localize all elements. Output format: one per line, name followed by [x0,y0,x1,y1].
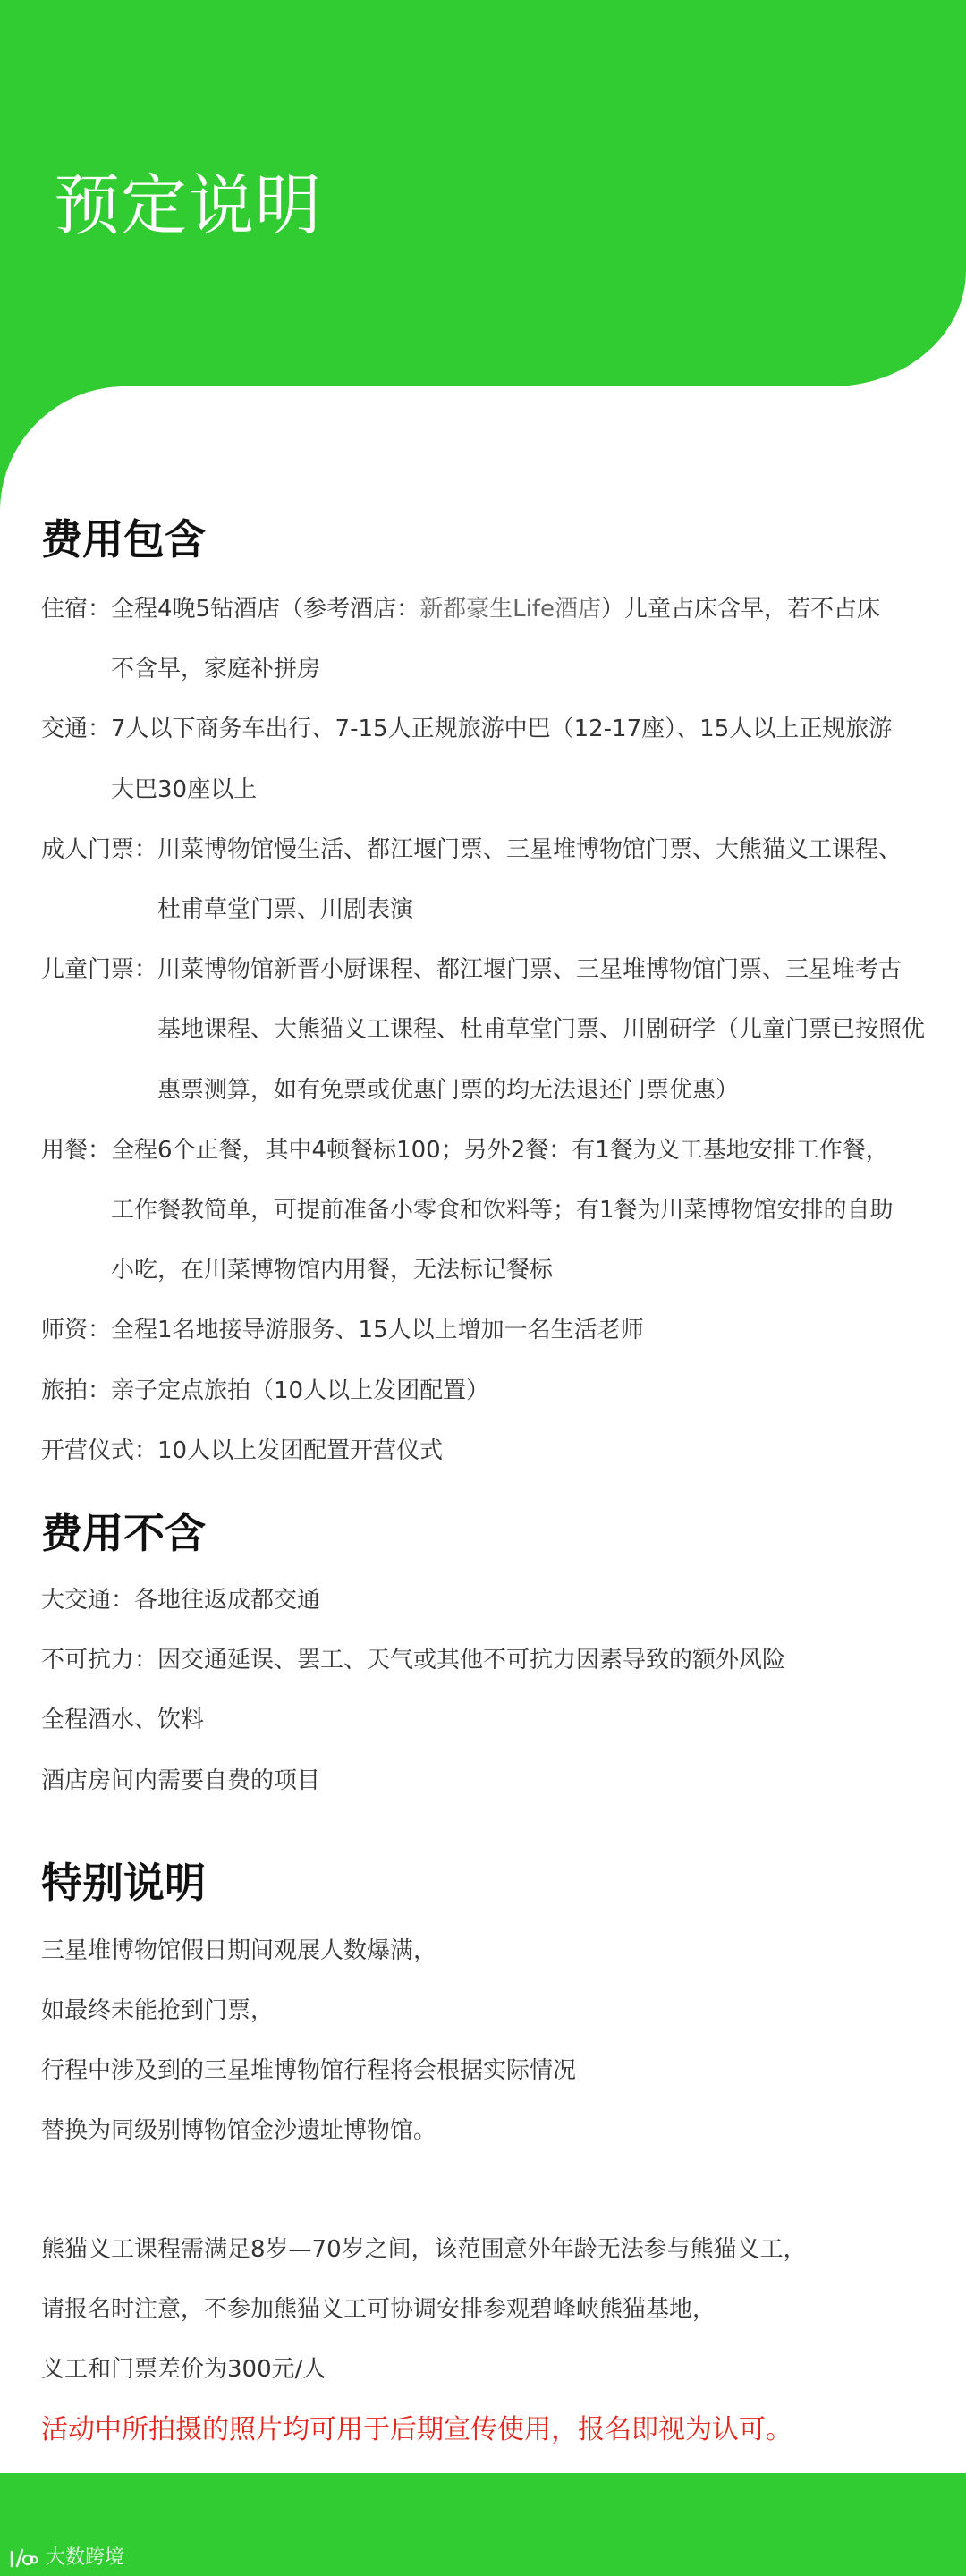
list-item-adult-tickets [41,820,953,940]
item-text [157,820,953,940]
notes-paragraph-panda [41,2220,953,2461]
list-item-meals [41,1121,953,1301]
section-special-notes [41,1847,953,2461]
item-text-line: 基地课程、大熊猫义工课程、杜甫草堂门票、川剧研学（儿童门票已按照优 [157,1016,926,1044]
watermark-text: 大数跨境 [46,2546,125,2569]
item-text [157,1421,953,1481]
list-item-lodging [41,580,953,699]
item-label: 不可抗力： [41,1647,158,1674]
photo-usage-notice: 活动中所拍摄的照片均可用于后期宣传使用，报名即视为认可。 [41,2414,792,2446]
item-label: 用餐： [41,1136,112,1164]
item-text-line: 不含早，家庭补拼房 [111,656,321,683]
footer-band [0,2473,966,2576]
page-title: 预定说明 [54,167,322,244]
item-label: 开营仪式： [41,1436,158,1464]
line-segment: ）儿童占床含早，若不占床 [600,596,880,623]
item-label: 成人门票： [41,835,158,863]
list-item-hotel-extras [41,1751,953,1811]
item-text-line: 川菜博物馆新晋小厨课程、都江堰门票、三星堆博物馆门票、三星堆考古 [157,956,902,984]
item-text-line: 全程6个正餐，其中4顿餐标100；另外2餐：有1餐为义工基地安排工作餐， [111,1136,889,1164]
item-text-line: 大巴30座以上 [111,775,258,803]
section-heading: 费用包含 [41,515,206,564]
item-text [41,1690,953,1750]
item-text [111,580,953,699]
item-text-line: 惠票测算，如有免票或优惠门票的均无法退还门票优惠） [157,1076,740,1104]
note-line: 行程中涉及到的三星堆博物馆行程将会根据实际情况 [41,2057,577,2085]
note-line: 替换为同级别博物馆金沙遗址博物馆。 [41,2117,437,2145]
booking-info [41,504,953,2460]
item-label: 师资： [41,1317,112,1344]
item-text-line: 10人以上发团配置开营仪式 [157,1436,444,1464]
section-fees-included [41,504,953,1481]
item-text-line: 因交通延误、罢工、天气或其他不可抗力因素导致的额外风险 [157,1647,786,1674]
section-heading: 特别说明 [41,1858,206,1907]
item-text-line: 亲子定点旅拍（10人以上发团配置） [111,1377,490,1404]
watermark [8,2546,124,2571]
item-text [157,940,953,1121]
item-text-line: 7人以下商务车出行、7-15人正规旅游中巴（12-17座）、15人以上正规旅游 [111,716,893,743]
section-fees-excluded [41,1497,953,1811]
list-item-opening-ceremony [41,1421,953,1481]
item-text-line [111,580,953,640]
list-item-force-majeure [41,1631,953,1690]
brand-logo-icon [8,2546,38,2570]
section-heading: 费用不含 [41,1509,206,1558]
item-label: 大交通： [41,1587,135,1614]
item-text-line: 工作餐教简单，可提前准备小零食和饮料等；有1餐为川菜博物馆安排的自助 [111,1197,894,1224]
note-line: 如最终未能抢到门票， [41,1997,275,2025]
note-line: 请报名时注意，不参加熊猫义工可协调安排参观碧峰峡熊猫基地， [41,2295,716,2323]
list-item-drinks [41,1690,953,1750]
item-text-line: 酒店房间内需要自费的项目 [41,1767,321,1794]
item-text-line: 小吃，在川菜博物馆内用餐，无法标记餐标 [111,1257,554,1284]
item-text [111,1361,953,1421]
note-line: 三星堆博物馆假日期间观展人数爆满， [41,1936,437,1964]
item-text-line: 川菜博物馆慢生活、都江堰门票、三星堆博物馆门票、大熊猫义工课程、 [157,835,902,863]
item-label: 儿童门票： [41,956,158,984]
note-line: 熊猫义工课程需满足8岁—70岁之间，该范围意外年龄无法参与熊猫义工， [41,2235,807,2263]
item-text [111,699,953,819]
item-text-line: 各地往返成都交通 [134,1587,321,1614]
item-text [157,1631,953,1690]
item-text [111,1121,953,1301]
item-text [111,1301,953,1360]
line-segment: 全程4晚5钻酒店（参考酒店： [111,596,420,623]
item-text [41,1751,953,1811]
reference-hotel-name: 新都豪生Life酒店 [419,596,601,623]
list-item-long-distance-transport [41,1571,953,1631]
item-text-line: 杜甫草堂门票、川剧表演 [157,896,414,924]
notes-paragraph-sanxingdui [41,1921,953,2162]
list-item-child-tickets [41,940,953,1121]
item-label: 交通： [41,716,112,743]
item-text-line: 全程酒水、饮料 [41,1707,205,1734]
list-item-photography [41,1361,953,1421]
item-text-line: 全程1名地接导游服务、15人以上增加一名生活老师 [111,1317,644,1344]
note-line: 义工和门票差价为300元/人 [41,2356,326,2384]
item-label: 旅拍： [41,1377,112,1404]
list-item-staff [41,1301,953,1360]
list-item-transport [41,699,953,819]
item-label: 住宿： [41,596,112,623]
item-text [134,1571,953,1631]
